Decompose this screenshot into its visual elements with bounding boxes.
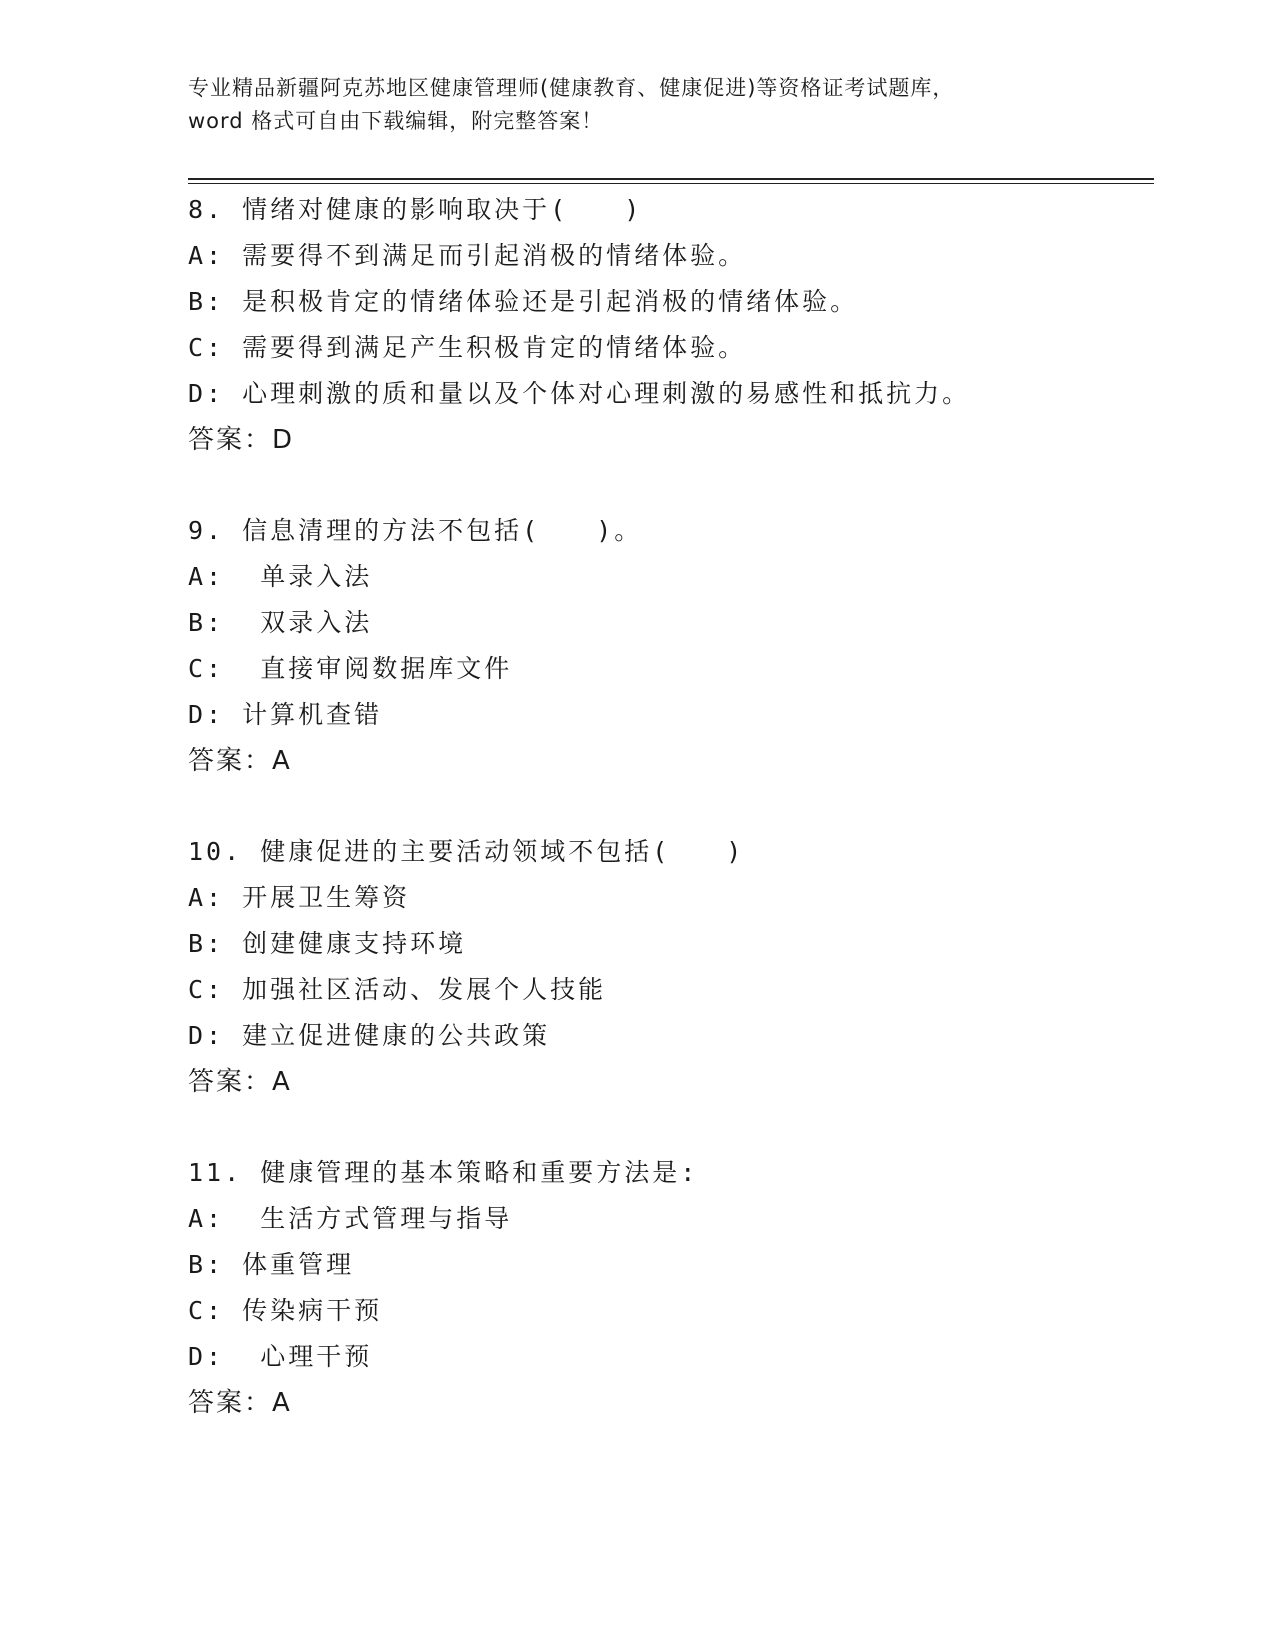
option-b: B: 是积极肯定的情绪体验还是引起消极的情绪体验。 [188, 287, 859, 316]
question-stem: 8. 情绪对健康的影响取决于( ) [188, 195, 643, 224]
header-line-1: 专业精品新疆阿克苏地区健康管理师(健康教育、健康促进)等资格证考试题库， [188, 76, 955, 100]
answer-line: 答案：D [188, 425, 295, 455]
document-header [188, 72, 1088, 138]
answer-line: 答案：A [188, 1388, 292, 1418]
option-a: A: 单录入法 [188, 562, 373, 591]
option-b: B: 体重管理 [188, 1250, 355, 1279]
option-a: A: 需要得不到满足而引起消极的情绪体验。 [188, 241, 747, 270]
option-b: B: 创建健康支持环境 [188, 929, 467, 958]
option-c: C: 加强社区活动、发展个人技能 [188, 975, 607, 1004]
question-list [188, 187, 1148, 1471]
question-9 [188, 508, 1148, 784]
option-c: C: 传染病干预 [188, 1296, 383, 1325]
question-10 [188, 829, 1148, 1105]
header-divider [188, 178, 1154, 184]
option-d: D: 建立促进健康的公共政策 [188, 1021, 551, 1050]
question-8 [188, 187, 1148, 463]
option-c: C: 直接审阅数据库文件 [188, 654, 513, 683]
answer-line: 答案：A [188, 746, 292, 776]
option-d: D: 计算机查错 [188, 700, 383, 729]
answer-line: 答案：A [188, 1067, 292, 1097]
option-d: D: 心理刺激的质和量以及个体对心理刺激的易感性和抵抗力。 [188, 379, 971, 408]
question-stem: 9. 信息清理的方法不包括( )。 [188, 516, 643, 545]
option-c: C: 需要得到满足产生积极肯定的情绪体验。 [188, 333, 747, 362]
option-b: B: 双录入法 [188, 608, 373, 637]
option-d: D: 心理干预 [188, 1342, 373, 1371]
option-a: A: 开展卫生筹资 [188, 883, 411, 912]
question-11 [188, 1150, 1148, 1426]
option-a: A: 生活方式管理与指导 [188, 1204, 513, 1233]
question-stem: 11. 健康管理的基本策略和重要方法是: [188, 1158, 699, 1187]
header-line-2: word 格式可自由下载编辑，附完整答案！ [188, 109, 604, 133]
question-stem: 10. 健康促进的主要活动领域不包括( ) [188, 837, 745, 866]
